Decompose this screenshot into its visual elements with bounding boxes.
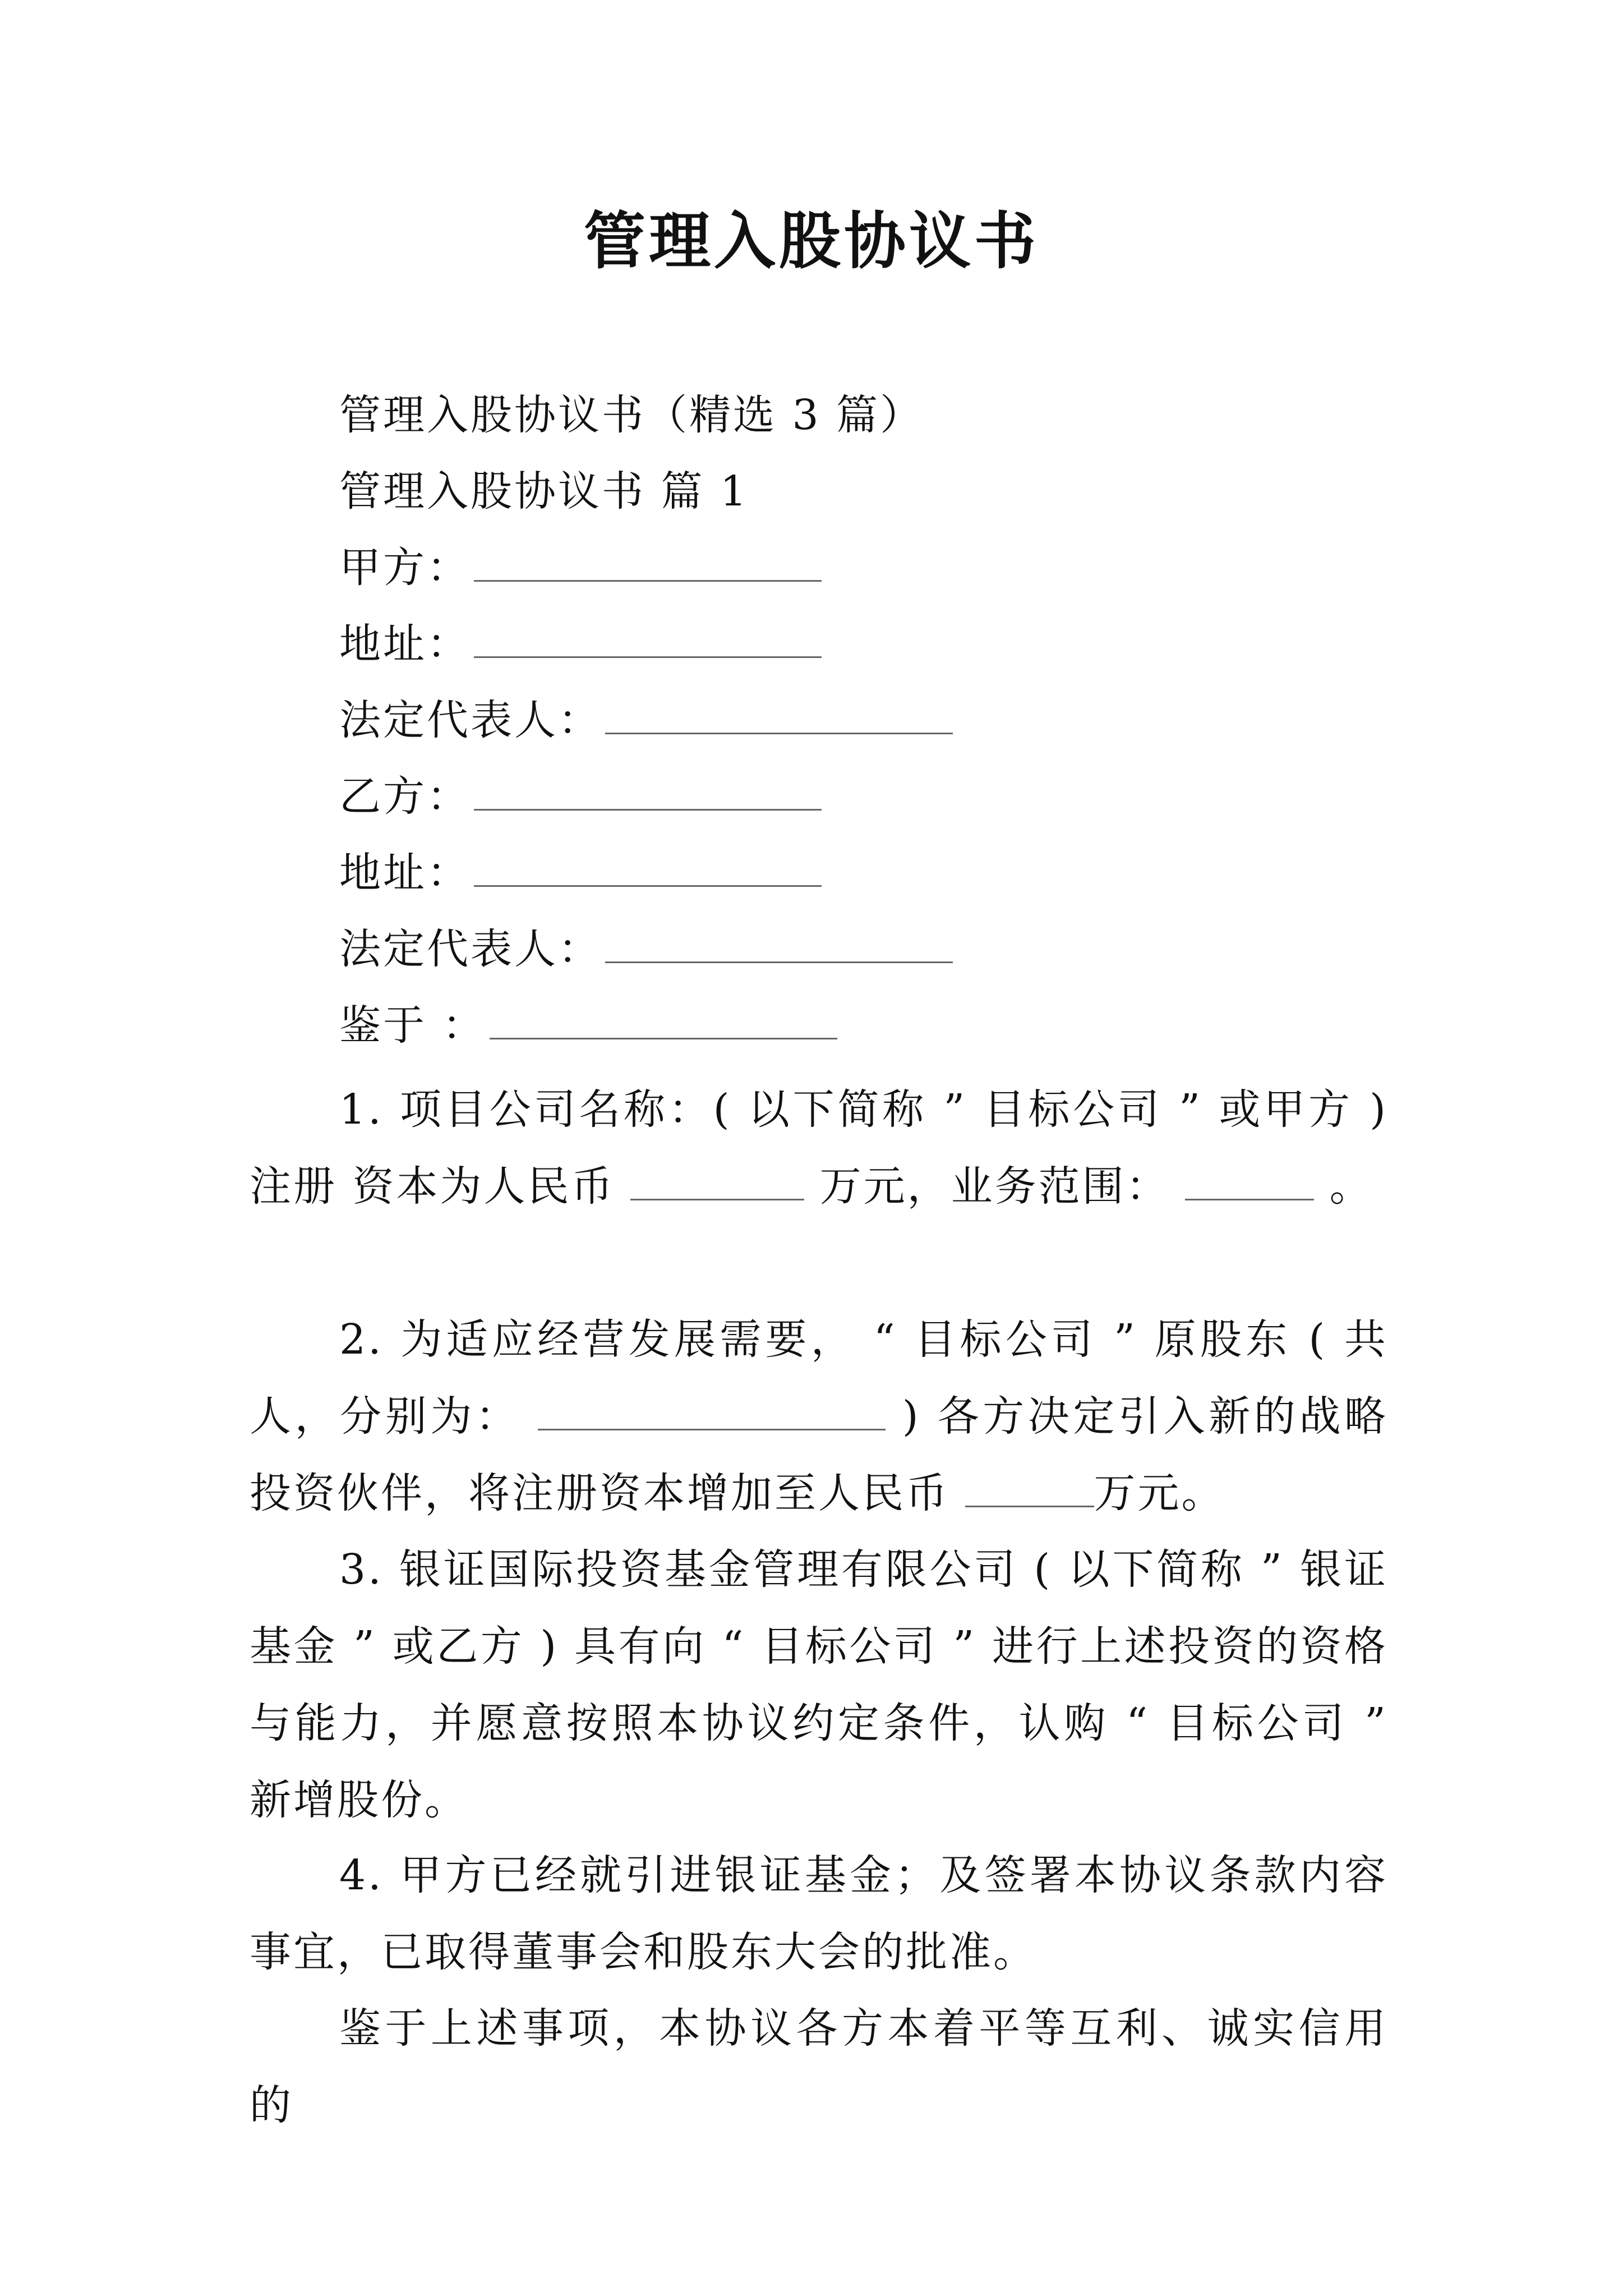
paragraph-2-text-b: ) 各方决定引入新的战略投资伙伴，将注册资本增加至人民币 [250, 1392, 1388, 1517]
field-legal-rep-a [339, 692, 953, 748]
field-label: 地址： [339, 620, 471, 668]
field-label: 甲方： [339, 544, 471, 592]
paragraph-1-text-c: 。 [1329, 1162, 1373, 1211]
paragraph-2-text-a: 2. 为适应经营发展需要， “ 目标公司 ” 原股东 ( 共人，分别为： [250, 1315, 1388, 1441]
fill-blank [538, 1395, 886, 1430]
fill-blank [630, 1165, 804, 1200]
paragraph-1-text-a: 1. 项目公司名称：( 以下简称 ” 目标公司 ” 或甲方 ) 注册 资本为人民币 [250, 1085, 1388, 1211]
document-title: 管理入股协议书 [584, 205, 1039, 277]
field-address-a [339, 616, 822, 672]
paragraph-5: 鉴于上述事项，本协议各方本着平等互利、诚实信用的 [250, 2004, 1388, 2129]
section-heading: 管理入股协议书 篇 1 [339, 467, 749, 516]
field-legal-rep-b [339, 921, 953, 977]
paragraph-3: 3. 银证国际投资基金管理有限公司 ( 以下简称 ” 银证基金 ” 或乙方 ) 具有向 “ 目标公司 ” 进行上述投资的资格与能力，并愿意按照本协议约定条件，认购 “ 目标公司 ” 新增股份。 [250, 1545, 1388, 1824]
paragraph-2 [250, 1301, 1388, 1532]
field-address-b [339, 845, 822, 901]
fill-blank [605, 927, 953, 963]
paragraph-1-text-b: 万元，业务范围： [819, 1162, 1170, 1211]
fill-blank [474, 622, 822, 658]
field-label: 地址： [339, 849, 471, 897]
field-party-b [339, 769, 822, 825]
field-party-a [339, 540, 822, 596]
paragraph-1 [250, 1071, 1388, 1225]
field-label: 法定代表人： [339, 696, 602, 744]
fill-blank [965, 1472, 1094, 1507]
field-label: 乙方： [339, 772, 471, 821]
paragraph-4: 4. 甲方已经就引进银证基金；及签署本协议条款内容事宜，已取得董事会和股东大会的批准。 [250, 1851, 1388, 1976]
fill-blank [474, 545, 822, 582]
field-whereas [339, 997, 837, 1053]
fill-blank [474, 774, 822, 811]
fill-blank [605, 698, 953, 734]
fill-blank [474, 850, 822, 887]
fill-blank [1185, 1165, 1314, 1200]
fill-blank [490, 1003, 837, 1039]
subtitle: 管理入股协议书（精选 3 篇） [339, 391, 924, 439]
field-label: 鉴于 ： [339, 1001, 486, 1050]
field-label: 法定代表人： [339, 925, 602, 973]
paragraph-2-text-c: 万元。 [1094, 1469, 1225, 1517]
